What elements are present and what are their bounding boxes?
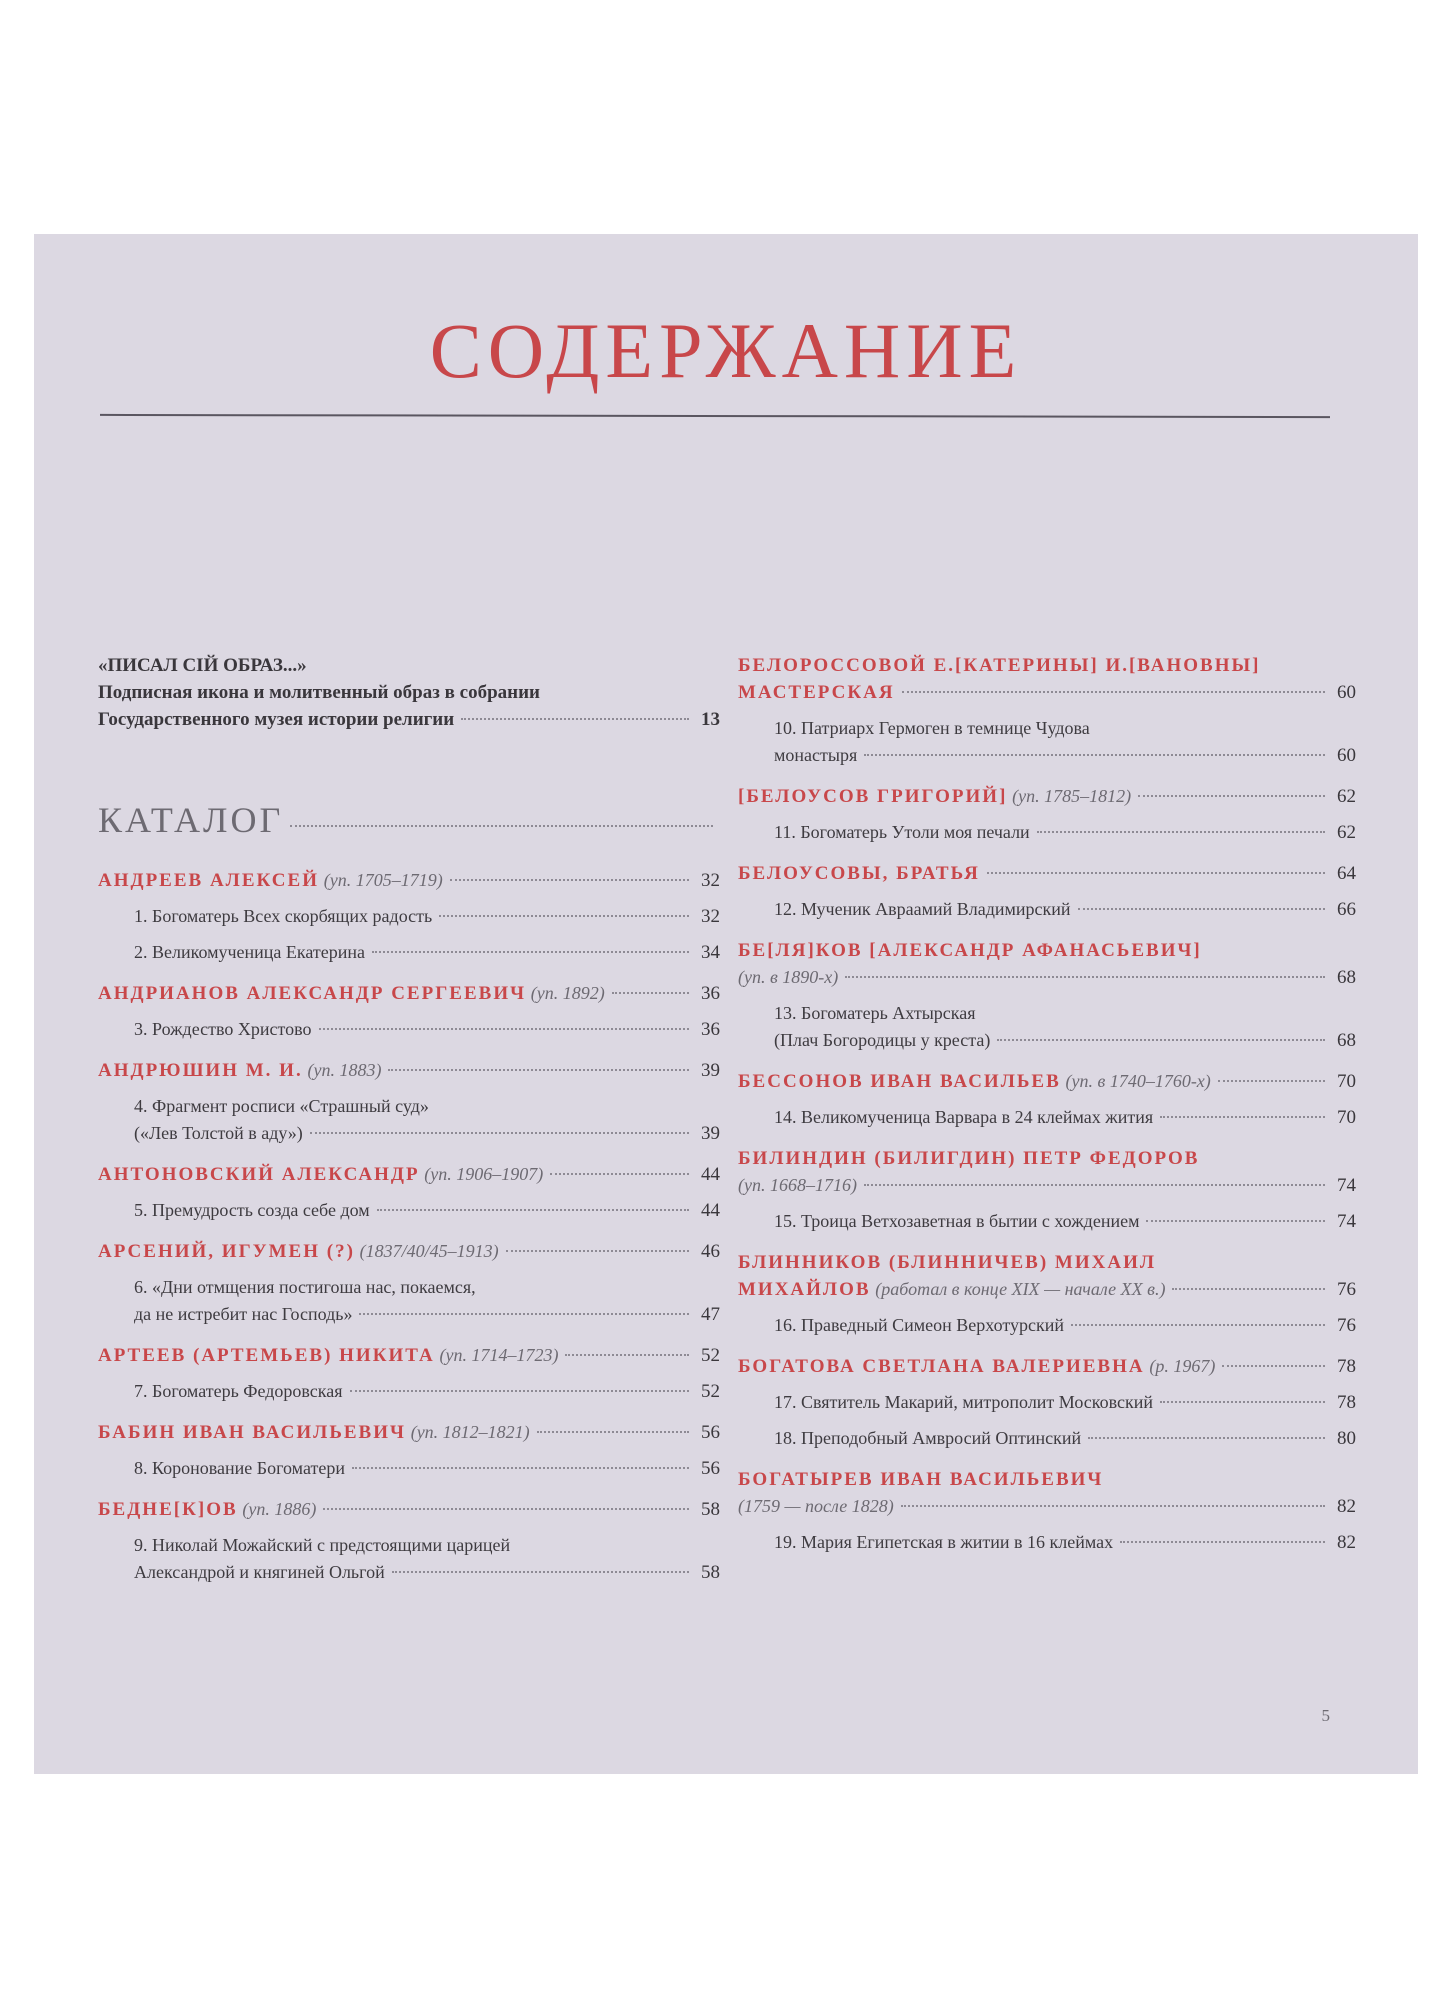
author-row — [98, 1057, 720, 1084]
work-title: 7. Богоматерь Федоровская — [134, 1381, 343, 1401]
author-heading[interactable] — [738, 1353, 1356, 1380]
author-dates: (уп. 1906–1907) — [424, 1164, 544, 1184]
work-title: (Плач Богородицы у креста) — [774, 1030, 991, 1050]
work-title: Александрой и княгиней Ольгой — [134, 1562, 385, 1582]
author-row — [738, 1068, 1356, 1095]
work-item[interactable] — [98, 1532, 720, 1586]
work-item[interactable] — [738, 819, 1356, 846]
leader-dots — [1160, 1401, 1325, 1403]
leader-dots — [506, 1250, 689, 1252]
work-row — [134, 903, 720, 930]
author-row — [738, 860, 1356, 887]
toc-entry — [738, 1145, 1356, 1235]
author-dates: (уп. 1892) — [530, 983, 605, 1003]
work-row — [134, 939, 720, 966]
author-row — [98, 1496, 720, 1523]
author-label — [98, 1496, 316, 1523]
author-heading[interactable] — [98, 1419, 720, 1446]
toc-column-left — [98, 652, 720, 1600]
author-heading[interactable] — [98, 867, 720, 894]
author-name: АНДРИАНОВ АЛЕКСАНДР СЕРГЕЕВИЧ — [98, 983, 527, 1004]
author-list-left — [98, 867, 720, 1586]
author-name: БИЛИНДИН (БИЛИГДИН) ПЕТР ФЕДОРОВ — [738, 1148, 1200, 1169]
toc-entry — [738, 1068, 1356, 1131]
author-label — [738, 1276, 1165, 1303]
work-item[interactable] — [738, 1425, 1356, 1452]
author-row — [98, 1342, 720, 1369]
author-list-right — [738, 652, 1356, 1556]
page-number: 39 — [701, 1123, 720, 1144]
leader-dots — [310, 1132, 689, 1134]
author-heading[interactable] — [98, 1161, 720, 1188]
author-dates: (уп. 1714–1723) — [439, 1345, 559, 1365]
work-title: 3. Рождество Христово — [134, 1019, 312, 1039]
author-label — [98, 1238, 499, 1265]
page-title: СОДЕРЖАНИЕ — [429, 307, 1023, 394]
leader-dots — [1088, 1437, 1325, 1439]
page-number: 70 — [1337, 1071, 1356, 1092]
author-name: БЕ[ЛЯ]КОВ [АЛЕКСАНДР АФАНАСЬЕВИЧ] — [738, 940, 1202, 961]
page-number: 78 — [1337, 1392, 1356, 1413]
page-number: 32 — [701, 906, 720, 927]
author-row — [738, 1172, 1356, 1199]
work-item[interactable] — [98, 939, 720, 966]
leader-dots — [537, 1431, 689, 1433]
page-number: 74 — [1337, 1175, 1356, 1196]
page-number: 68 — [1337, 967, 1356, 988]
leader-dots — [388, 1069, 689, 1071]
work-item[interactable] — [98, 1016, 720, 1043]
author-row — [738, 1493, 1356, 1520]
work-title-line: 4. Фрагмент росписи «Страшный суд» — [134, 1096, 429, 1116]
toc-entry — [98, 867, 720, 966]
author-dates: (уп. в 1890-х) — [738, 967, 839, 987]
work-row — [774, 1104, 1356, 1131]
page-number: 32 — [701, 870, 720, 891]
work-title: да не истребит нас Господь» — [134, 1304, 353, 1324]
author-row — [98, 980, 720, 1007]
leader-dots — [1218, 1080, 1325, 1082]
author-dates: (уп. 1705–1719) — [323, 870, 443, 890]
author-heading[interactable] — [738, 652, 1356, 706]
work-title: 18. Преподобный Амвросий Оптинский — [774, 1428, 1082, 1448]
page-number: 60 — [1337, 745, 1356, 766]
page-number: 52 — [701, 1381, 720, 1402]
page-number: 74 — [1337, 1211, 1356, 1232]
work-item[interactable] — [738, 1208, 1356, 1235]
leader-dots — [1160, 1116, 1325, 1118]
author-name: БЕЛОРОССОВОЙ Е.[КАТЕРИНЫ] И.[ВАНОВНЫ] — [738, 655, 1261, 676]
intro-line: «ПИСАЛ СІЙ ОБРАЗ...» — [98, 655, 307, 676]
author-heading[interactable] — [98, 1342, 720, 1369]
author-dates: (уп. в 1740–1760-х) — [1065, 1071, 1211, 1091]
book-page — [34, 234, 1418, 1774]
intro-entry[interactable] — [98, 652, 720, 733]
author-name: АРСЕНИЙ, ИГУМЕН (?) — [98, 1241, 355, 1262]
toc-entry — [738, 652, 1356, 769]
author-dates: (уп. 1883) — [307, 1060, 382, 1080]
leader-dots — [1146, 1220, 1325, 1222]
page-number: 58 — [701, 1499, 720, 1520]
leader-dots — [550, 1173, 689, 1175]
leader-dots — [1120, 1541, 1325, 1543]
work-row — [134, 1455, 720, 1482]
author-label — [738, 679, 895, 706]
author-label — [98, 867, 443, 894]
author-name: МИХАЙЛОВ — [738, 1279, 871, 1300]
toc-entry — [738, 860, 1356, 923]
toc-entry — [738, 1249, 1356, 1339]
author-heading[interactable] — [738, 1145, 1356, 1199]
author-heading[interactable] — [738, 1466, 1356, 1520]
leader-dots — [1138, 795, 1325, 797]
author-row — [738, 1353, 1356, 1380]
work-item[interactable] — [738, 1389, 1356, 1416]
work-item[interactable] — [98, 1378, 720, 1405]
author-dates: (уп. 1812–1821) — [410, 1422, 530, 1442]
work-title: 2. Великомученица Екатерина — [134, 942, 366, 962]
toc-entry — [98, 1496, 720, 1586]
work-title: 5. Премудрость созда себе дом — [134, 1200, 370, 1220]
author-label — [98, 1161, 543, 1188]
author-label — [738, 1068, 1211, 1095]
page-number: 44 — [701, 1164, 720, 1185]
page-number: 44 — [701, 1200, 720, 1221]
leader-dots — [450, 879, 689, 881]
author-label — [98, 980, 605, 1007]
leader-dots — [377, 1209, 689, 1211]
leader-dots — [864, 754, 1325, 756]
author-label — [738, 964, 838, 991]
author-heading[interactable] — [738, 937, 1356, 991]
work-title-line: 10. Патриарх Гермоген в темнице Чудова — [774, 718, 1090, 738]
work-title: 14. Великомученица Варвара в 24 клеймах жития — [774, 1107, 1154, 1127]
page-number: 82 — [1337, 1532, 1356, 1553]
work-row — [774, 1529, 1356, 1556]
page-number: 58 — [701, 1562, 720, 1583]
work-row — [774, 742, 1356, 769]
work-title-line: 9. Николай Можайский с предстоящими царицей — [134, 1535, 511, 1555]
intro-line: Государственного музея истории религии — [98, 709, 455, 730]
author-row — [98, 1419, 720, 1446]
work-title: 8. Коронование Богоматери — [134, 1458, 345, 1478]
leader-dots — [565, 1354, 689, 1356]
toc-entry — [98, 1238, 720, 1328]
leader-dots — [987, 872, 1325, 874]
leader-dots — [864, 1184, 1325, 1186]
toc-entry — [98, 1342, 720, 1405]
leader-dots — [359, 1313, 689, 1315]
work-row — [134, 1016, 720, 1043]
author-name: АНДРЮШИН М. И. — [98, 1060, 303, 1081]
catalog-heading — [98, 799, 720, 841]
page-number: 76 — [1337, 1279, 1356, 1300]
work-item[interactable] — [98, 1197, 720, 1224]
page-number: 39 — [701, 1060, 720, 1081]
page-number: 82 — [1337, 1496, 1356, 1517]
work-title: («Лев Толстой в аду») — [134, 1123, 303, 1143]
toc-column-right — [738, 652, 1356, 1570]
toc-entry — [98, 980, 720, 1043]
author-heading[interactable] — [98, 1496, 720, 1523]
work-title: 17. Святитель Макарий, митрополит Московский — [774, 1392, 1154, 1412]
leader-dots — [901, 1505, 1325, 1507]
work-title: 12. Мученик Авраамий Владимирский — [774, 899, 1071, 919]
work-row — [774, 896, 1356, 923]
author-label — [98, 1419, 530, 1446]
leader-dots — [1222, 1365, 1325, 1367]
work-item[interactable] — [738, 896, 1356, 923]
leader-dots — [372, 951, 689, 953]
author-heading[interactable] — [98, 1238, 720, 1265]
work-row — [774, 1208, 1356, 1235]
author-name: БОГАТОВА СВЕТЛАНА ВАЛЕРИЕВНА — [738, 1356, 1145, 1377]
work-title: монастыря — [774, 745, 858, 765]
author-row — [98, 1238, 720, 1265]
author-heading[interactable] — [738, 860, 1356, 887]
toc-entry — [98, 1057, 720, 1147]
folio-number: 5 — [1321, 1706, 1330, 1725]
author-row — [98, 1161, 720, 1188]
page-number: 62 — [1337, 786, 1356, 807]
page-number: 36 — [701, 983, 720, 1004]
leader-dots — [612, 992, 689, 994]
author-row — [738, 964, 1356, 991]
author-name: МАСТЕРСКАЯ — [738, 682, 895, 703]
work-item[interactable] — [98, 903, 720, 930]
author-name: АНТОНОВСКИЙ АЛЕКСАНДР — [98, 1164, 420, 1185]
author-label — [738, 1172, 857, 1199]
author-dates: (уп. 1668–1716) — [738, 1175, 857, 1195]
author-heading[interactable] — [738, 783, 1356, 810]
page-number: 60 — [1337, 682, 1356, 703]
author-dates: (1759 — после 1828) — [738, 1496, 894, 1516]
author-label — [738, 1493, 894, 1520]
work-row — [134, 1197, 720, 1224]
intro-line: Подписная икона и молитвенный образ в собрании — [98, 682, 540, 703]
page-number: 56 — [701, 1458, 720, 1479]
leader-dots — [352, 1467, 689, 1469]
work-title: 16. Праведный Симеон Верхотурский — [774, 1315, 1065, 1335]
page-number: 52 — [701, 1345, 720, 1366]
author-name: БЕССОНОВ ИВАН ВАСИЛЬЕВ — [738, 1071, 1061, 1092]
author-heading[interactable] — [98, 980, 720, 1007]
work-title: 1. Богоматерь Всех скорбящих радость — [134, 906, 433, 926]
toc-entry — [738, 1466, 1356, 1556]
work-row — [774, 819, 1356, 846]
author-label — [738, 1353, 1215, 1380]
page-number: 80 — [1337, 1428, 1356, 1449]
page-number: 62 — [1337, 822, 1356, 843]
work-item[interactable] — [738, 1104, 1356, 1131]
leader-dots — [439, 915, 689, 917]
work-item[interactable] — [738, 715, 1356, 769]
toc-entry — [98, 1161, 720, 1224]
work-row — [774, 1389, 1356, 1416]
toc-entry — [98, 1419, 720, 1482]
author-dates: (уп. 1886) — [242, 1499, 317, 1519]
work-row — [134, 1120, 720, 1147]
author-name: БЕЛОУСОВЫ, БРАТЬЯ — [738, 863, 980, 884]
page-number: 66 — [1337, 899, 1356, 920]
title-rule — [100, 414, 1330, 418]
author-name: АНДРЕЕВ АЛЕКСЕЙ — [98, 870, 319, 891]
page-number: 78 — [1337, 1356, 1356, 1377]
work-row — [134, 1559, 720, 1586]
leader-dots — [1037, 831, 1325, 833]
author-dates: (уп. 1785–1812) — [1012, 786, 1132, 806]
work-item[interactable] — [738, 1529, 1356, 1556]
author-name: [БЕЛОУСОВ ГРИГОРИЙ] — [738, 786, 1008, 807]
author-name: АРТЕЕВ (АРТЕМЬЕВ) НИКИТА — [98, 1345, 435, 1366]
leader-dots — [1172, 1288, 1325, 1290]
page-number: 36 — [701, 1019, 720, 1040]
author-name: БАБИН ИВАН ВАСИЛЬЕВИЧ — [98, 1422, 406, 1443]
leader-dots — [319, 1028, 689, 1030]
leader-dots — [997, 1039, 1325, 1041]
leader-dots — [461, 718, 689, 720]
leader-dots — [392, 1571, 689, 1573]
work-item[interactable] — [98, 1455, 720, 1482]
work-item[interactable] — [98, 1093, 720, 1147]
leader-dots — [323, 1508, 689, 1510]
page-number: 64 — [1337, 863, 1356, 884]
author-heading[interactable] — [98, 1057, 720, 1084]
work-title-line: 13. Богоматерь Ахтырская — [774, 1003, 976, 1023]
page-number: 76 — [1337, 1315, 1356, 1336]
work-item[interactable] — [98, 1274, 720, 1328]
work-title: 11. Богоматерь Утоли моя печали — [774, 822, 1030, 842]
author-name: БОГАТЫРЕВ ИВАН ВАСИЛЬЕВИЧ — [738, 1469, 1104, 1490]
work-row — [134, 1301, 720, 1328]
leader-dots — [1078, 908, 1325, 910]
page-number: 34 — [701, 942, 720, 963]
author-name: БЕДНЕ[К]ОВ — [98, 1499, 238, 1520]
page-number: 46 — [701, 1241, 720, 1262]
leader-dots — [350, 1390, 689, 1392]
author-dates: (р. 1967) — [1149, 1356, 1216, 1376]
author-label — [738, 860, 980, 887]
work-title: 19. Мария Египетская в житии в 16 клеймах — [774, 1532, 1114, 1552]
toc-entry — [738, 783, 1356, 846]
author-heading[interactable] — [738, 1068, 1356, 1095]
leader-dots — [290, 825, 713, 827]
page-number: 56 — [701, 1422, 720, 1443]
leader-dots — [1071, 1324, 1325, 1326]
author-dates: (работал в конце XIX — начале XX в.) — [875, 1279, 1166, 1299]
toc-entry — [738, 937, 1356, 1054]
work-title: 15. Троица Ветхозаветная в бытии с хождением — [774, 1211, 1140, 1231]
author-row — [98, 867, 720, 894]
work-row — [774, 1425, 1356, 1452]
author-dates: (1837/40/45–1913) — [359, 1241, 499, 1261]
catalog-heading-label: КАТАЛОГ — [98, 800, 284, 840]
author-label — [98, 1342, 558, 1369]
work-row — [774, 1027, 1356, 1054]
leader-dots — [845, 976, 1325, 978]
author-heading[interactable] — [738, 1249, 1356, 1303]
page-number: 13 — [701, 709, 720, 730]
page-number: 47 — [701, 1304, 720, 1325]
work-row — [774, 1312, 1356, 1339]
author-label — [738, 783, 1131, 810]
author-row — [738, 1276, 1356, 1303]
page-number: 68 — [1337, 1030, 1356, 1051]
work-item[interactable] — [738, 1000, 1356, 1054]
page-number: 70 — [1337, 1107, 1356, 1128]
work-title-line: 6. «Дни отмщения постигоша нас, покаемся, — [134, 1277, 476, 1297]
author-row — [738, 783, 1356, 810]
author-row — [738, 679, 1356, 706]
work-item[interactable] — [738, 1312, 1356, 1339]
leader-dots — [902, 691, 1325, 693]
author-label — [98, 1057, 381, 1084]
work-row — [134, 1378, 720, 1405]
author-name: БЛИННИКОВ (БЛИННИЧЕВ) МИХАИЛ — [738, 1252, 1157, 1273]
toc-entry — [738, 1353, 1356, 1452]
